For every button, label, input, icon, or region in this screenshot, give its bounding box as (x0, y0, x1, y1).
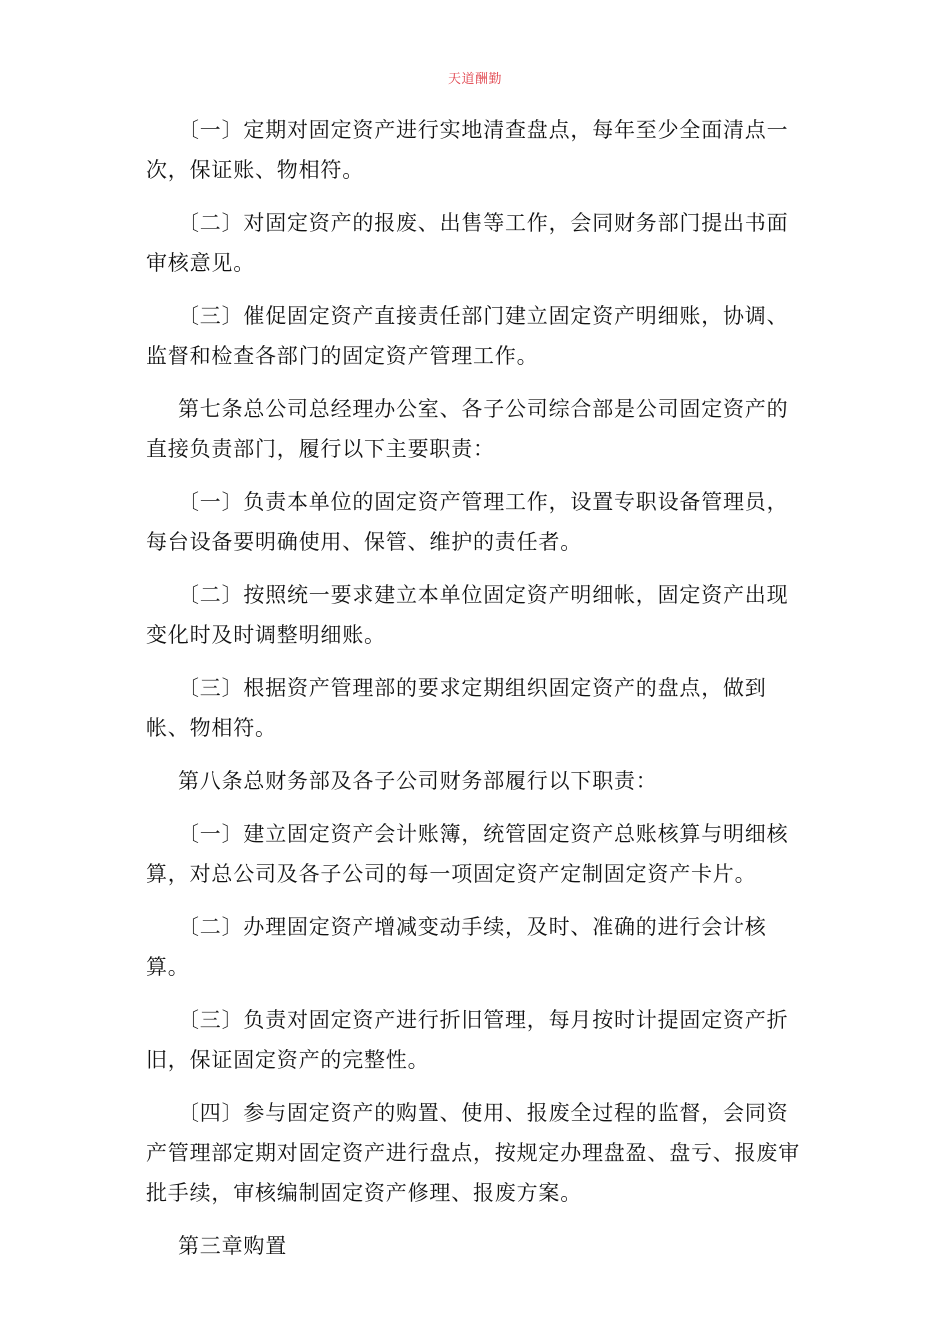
paragraph-2: 〔二〕对固定资产的报废、出售等工作，会同财务部门提出书面审核意见。 (146, 211, 789, 275)
chapter-3-heading: 第三章购置 (178, 1234, 287, 1258)
header-watermark-text: 天道酬勤 (447, 72, 502, 87)
article-8-heading: 第八条总财务部及各子公司财务部履行以下职责： (178, 769, 658, 793)
paragraph-11: 〔三〕负责对固定资产进行折旧管理，每月按时计提固定资产折旧，保证固定资产的完整性。 (146, 1008, 789, 1072)
paragraph-1: 〔一〕定期对固定资产进行实地清查盘点，每年至少全面清点一次，保证账、物相符。 (146, 118, 789, 182)
paragraph-5: 〔一〕负责本单位的固定资产管理工作，设置专职设备管理员，每台设备要明确使用、保管、维护的责任者。 (146, 490, 789, 554)
paragraph-3: 〔三〕催促固定资产直接责任部门建立固定资产明细账，协调、监督和检查各部门的固定资产管理工作。 (146, 304, 789, 368)
document-body (146, 110, 810, 1266)
paragraph-7: 〔三〕根据资产管理部的要求定期组织固定资产的盘点，做到帐、物相符。 (146, 676, 767, 740)
paragraph-10: 〔二〕办理固定资产增减变动手续，及时、准确的进行会计核算。 (146, 915, 767, 979)
paragraph-6: 〔二〕按照统一要求建立本单位固定资产明细帐，固定资产出现变化时及时调整明细账。 (146, 583, 789, 647)
paragraph-9: 〔一〕建立固定资产会计账簿，统管固定资产总账核算与明细核算，对总公司及各子公司的每一项固定资产定制固定资产卡片。 (146, 822, 789, 886)
article-7-heading: 第七条总公司总经理办公室、各子公司综合部是公司固定资产的直接负责部门，履行以下主要职责： (146, 397, 789, 461)
paragraph-12: 〔四〕参与固定资产的购置、使用、报废全过程的监督，会同资产管理部定期对固定资产进行盘点，按规定办理盘盈、盘亏、报废审批手续，审核编制固定资产修理、报废方案。 (146, 1101, 800, 1205)
